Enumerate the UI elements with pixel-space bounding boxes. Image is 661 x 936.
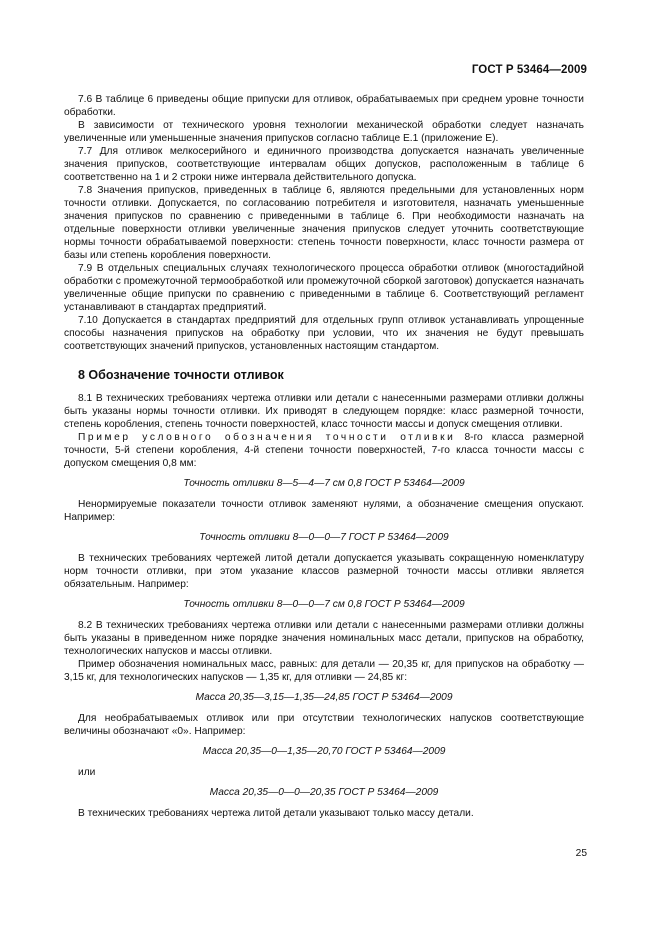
paragraph-unnormed: Ненормируемые показатели точности отливок заменяют нулями, а обозначение смещения опускают. Например:	[64, 499, 584, 523]
example-paragraph	[64, 431, 584, 470]
paragraph-7-7: 7.7 Для отливок мелкосерийного и единичного производства допускается назначать увеличенные значения припусков, соответствующие интервалам общих допусков, расположенным в таблице 6 соответственно на 1 и 2 строки ниже интервала действительного допуска.	[64, 146, 584, 183]
paragraph-7-10: 7.10 Допускается в стандартах предприятий для отдельных групп отливок устанавливать упрощенные способы назначения припусков на обработку при условии, что их значения не будут превышать соответствующих значений припусков, установленных настоящим стандартом.	[64, 315, 584, 352]
or-word: или	[78, 767, 96, 778]
formula-mass-3: Масса 20,35—0—0—20,35 ГОСТ Р 53464—2009	[209, 787, 439, 798]
paragraph-7-6-cont: В зависимости от технического уровня технологии механической обработки следует назначать увеличенные или уменьшенные значения припусков согласно таблице Е.1 (приложение Е).	[64, 120, 584, 144]
example-text: 8-го класса размерной точности, 5-й степени коробления, 4-й степени точности поверхностей, 7-го класса точности массы с допуском смещения 0,8 мм:	[64, 432, 585, 469]
example-label: Пример условного обозначения точности отливки	[78, 432, 456, 443]
formula-accuracy-3: Точность отливки 8—0—0—7 см 0,8 ГОСТ Р 53464—2009	[183, 599, 465, 610]
formula-accuracy-2: Точность отливки 8—0—0—7 ГОСТ Р 53464—2009	[199, 532, 449, 543]
paragraph-7-9: 7.9 В отдельных специальных случаях технологического процесса обработки отливок (многостадийной обработки с промежуточной термообработкой или промежуточной сборкой заготовок) допускается назначать увеличенные общие припуски по сравнению с приведенными в таблице 6. Соответствующий регламент устанавливают в стандартах предприятий.	[64, 263, 584, 313]
section-8-heading: 8 Обозначение точности отливок	[78, 368, 284, 382]
paragraph-7-8: 7.8 Значения припусков, приведенных в таблице 6, являются предельными для установленных норм точности отливки. Допускается, по согласованию потребителя и изготовителя, назначать уменьшенные значения припусков по сравнению с приведенными в таблице 6. При необходимости назначать на отдельные поверхности отливки увеличенные значения припусков следует уточнить соответствующие нормы точности обрабатываемой поверхности: степень точности поверхности, класс точности размера от базы или степень коробления поверхности.	[64, 185, 584, 261]
paragraph-8-1: 8.1 В технических требованиях чертежа отливки или детали с нанесенными размерами отливки должны быть указаны нормы точности отливки. Их приводят в следующем порядке: класс размерной точности, степень коробления, степень точности поверхностей, класс точности массы и допуск смещения отливки.	[64, 393, 584, 430]
page-number: 25	[575, 848, 587, 859]
page-header-standard: ГОСТ Р 53464—2009	[471, 64, 587, 76]
paragraph-zero-values: Для необрабатываемых отливок или при отсутствии технологических напусков соответствующие величины обозначают «0». Например:	[64, 713, 584, 737]
paragraph-mass-example: Пример обозначения номинальных масс, равных: для детали — 20,35 кг, для припусков на обработку — 3,15 кг, для технологических напусков — 1,35 кг, для отливки — 24,85 кг:	[64, 659, 584, 683]
formula-mass-1: Масса 20,35—3,15—1,35—24,85 ГОСТ Р 53464—2009	[195, 692, 453, 703]
paragraph-8-2: 8.2 В технических требованиях чертежа отливки или детали с нанесенными размерами отливки должны быть указаны в приведенном ниже порядке значения номинальных масс детали, припусков на обработку, технологических напусков и массы отливки.	[64, 620, 584, 657]
paragraph-7-6: 7.6 В таблице 6 приведены общие припуски для отливок, обрабатываемых при среднем уровне точности обработки.	[64, 94, 584, 118]
paragraph-final: В технических требованиях чертежа литой детали указывают только массу детали.	[78, 808, 474, 819]
formula-accuracy-1: Точность отливки 8—5—4—7 см 0,8 ГОСТ Р 53464—2009	[183, 478, 465, 489]
document-body	[64, 93, 584, 820]
formula-mass-2: Масса 20,35—0—1,35—20,70 ГОСТ Р 53464—2009	[202, 746, 446, 757]
paragraph-short-nomenclature: В технических требованиях чертежей литой детали допускается указывать сокращенную номенклатуру норм точности отливки, при этом указание классов размерной точности массы отливки является обязательным. Например:	[64, 553, 584, 590]
